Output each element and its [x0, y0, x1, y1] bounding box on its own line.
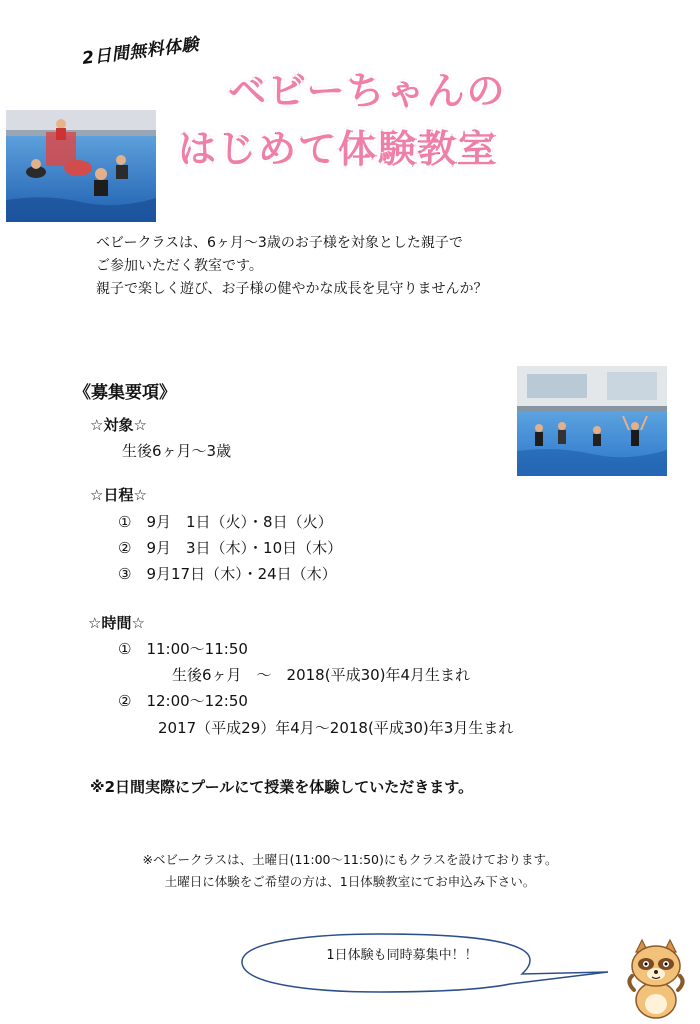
schedule-item-1: ① 9月 1日（火）・8日（火） — [118, 513, 333, 531]
time-slot-2-detail: 2017（平成29）年4月～2018(平成30)年3月生まれ — [158, 719, 514, 737]
intro-line-2: ご参加いただく教室です。 — [96, 258, 263, 274]
time-slot-1-detail: 生後6ヶ月 ～ 2018(平成30)年4月生まれ — [172, 666, 471, 684]
intro-line-1: ベビークラスは、6ヶ月～3歳のお子様を対象とした親子で — [96, 235, 463, 251]
trial-note: ※2日間実際にプールにて授業を体験していただきます。 — [90, 778, 474, 796]
time-slot-2: ② 12:00～12:50 — [118, 692, 248, 710]
time-label: ☆時間☆ — [88, 614, 145, 632]
target-label: ☆対象☆ — [90, 416, 147, 434]
raccoon-mascot-icon — [622, 938, 690, 1020]
free-trial-tag: 2日間無料体験 — [81, 34, 200, 69]
target-value: 生後6ヶ月～3歳 — [122, 442, 232, 460]
schedule-item-2: ② 9月 3日（木）・10日（木） — [118, 539, 343, 557]
time-slot-1: ① 11:00～11:50 — [118, 640, 248, 658]
pool-photo-2 — [517, 366, 667, 476]
intro-text — [96, 232, 487, 301]
schedule-item-3: ③ 9月17日（木）・24日（木） — [118, 565, 337, 583]
bubble-text: 1日体験も同時募集中！！ — [326, 948, 478, 963]
schedule-label: ☆日程☆ — [90, 486, 147, 504]
page-title-line2: はじめて体験教室 — [178, 127, 499, 171]
page-title-line1: ベビーちゃんの — [228, 69, 507, 113]
saturday-note-1: ※ベビークラスは、土曜日(11:00～11:50)にもクラスを設けております。 — [142, 852, 558, 867]
saturday-note-2: 土曜日に体験をご希望の方は、1日体験教室にてお申込み下さい。 — [164, 874, 536, 889]
recruit-heading: 《募集要項》 — [74, 383, 176, 403]
intro-line-3: 親子で楽しく遊び、お子様の健やかな成長を見守りませんか？ — [96, 281, 488, 297]
pool-photo-1 — [6, 110, 156, 222]
